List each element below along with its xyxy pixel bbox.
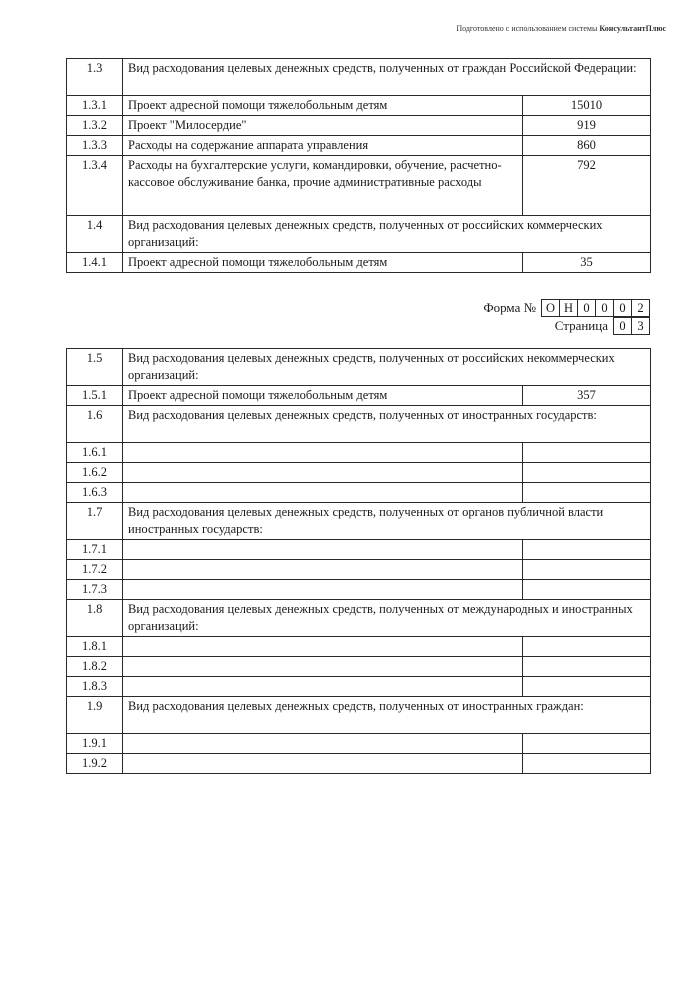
row-number: 1.5.1 <box>67 386 123 406</box>
row-number: 1.8.1 <box>67 637 123 657</box>
row-description: Проект адресной помощи тяжелобольным детям <box>123 386 523 406</box>
table-row <box>67 657 651 677</box>
table-row <box>67 136 651 156</box>
row-value <box>523 540 651 560</box>
section-number: 1.7 <box>67 503 123 540</box>
report-table-2 <box>66 348 651 774</box>
table-row <box>67 677 651 697</box>
section-title: Вид расходования целевых денежных средств, полученных от органов публичной власти иностранных государств: <box>123 503 651 540</box>
row-description: Проект "Милосердие" <box>123 116 523 136</box>
section-title: Вид расходования целевых денежных средств, полученных от международных и иностранных организаций: <box>123 600 651 637</box>
table-row <box>67 386 651 406</box>
stamp-cell: 2 <box>631 299 650 317</box>
row-value: 792 <box>523 156 651 216</box>
row-number: 1.6.2 <box>67 463 123 483</box>
section-title: Вид расходования целевых денежных средств, полученных от российских некоммерческих организаций: <box>123 349 651 386</box>
table-row <box>67 443 651 463</box>
section-title: Вид расходования целевых денежных средств, полученных от иностранных граждан: <box>123 697 651 734</box>
section-row <box>67 697 651 734</box>
form-number-label: Форма № <box>483 300 536 315</box>
row-description <box>123 540 523 560</box>
row-description: Проект адресной помощи тяжелобольным детям <box>123 96 523 116</box>
row-number: 1.3.1 <box>67 96 123 116</box>
section-title: Вид расходования целевых денежных средств, полученных от граждан Российской Федерации: <box>123 59 651 96</box>
stamp-cell: О <box>541 299 560 317</box>
section-title: Вид расходования целевых денежных средств, полученных от российских коммерческих организаций: <box>123 216 651 253</box>
row-number: 1.9.1 <box>67 734 123 754</box>
row-number: 1.8.3 <box>67 677 123 697</box>
section-number: 1.6 <box>67 406 123 443</box>
row-description <box>123 677 523 697</box>
form-number-stamp <box>483 299 650 317</box>
row-number: 1.4.1 <box>67 253 123 273</box>
row-value: 35 <box>523 253 651 273</box>
row-description <box>123 754 523 774</box>
section-row <box>67 59 651 96</box>
row-number: 1.7.1 <box>67 540 123 560</box>
table-row <box>67 463 651 483</box>
row-number: 1.3.3 <box>67 136 123 156</box>
row-number: 1.3.2 <box>67 116 123 136</box>
row-description <box>123 657 523 677</box>
section-row <box>67 600 651 637</box>
row-value <box>523 580 651 600</box>
row-value <box>523 560 651 580</box>
row-value <box>523 734 651 754</box>
row-description <box>123 734 523 754</box>
section-number: 1.8 <box>67 600 123 637</box>
table-row <box>67 637 651 657</box>
row-number: 1.6.3 <box>67 483 123 503</box>
row-value <box>523 483 651 503</box>
row-description <box>123 443 523 463</box>
row-number: 1.9.2 <box>67 754 123 774</box>
row-description <box>123 560 523 580</box>
table-row <box>67 116 651 136</box>
row-value: 15010 <box>523 96 651 116</box>
row-description: Расходы на бухгалтерские услуги, командировки, обучение, расчетно-кассовое обслуживание банка, прочие административные расходы <box>123 156 523 216</box>
section-number: 1.9 <box>67 697 123 734</box>
row-description: Расходы на содержание аппарата управления <box>123 136 523 156</box>
stamp-cell: 0 <box>595 299 614 317</box>
table-row <box>67 253 651 273</box>
table-row <box>67 483 651 503</box>
table-row <box>67 540 651 560</box>
row-description <box>123 637 523 657</box>
row-number: 1.7.3 <box>67 580 123 600</box>
row-number: 1.6.1 <box>67 443 123 463</box>
page-number-label: Страница <box>554 318 608 333</box>
row-value <box>523 677 651 697</box>
table-row <box>67 754 651 774</box>
row-description <box>123 483 523 503</box>
row-value <box>523 657 651 677</box>
section-row <box>67 349 651 386</box>
row-number: 1.8.2 <box>67 657 123 677</box>
table-row <box>67 560 651 580</box>
row-value <box>523 443 651 463</box>
row-description <box>123 580 523 600</box>
row-value: 860 <box>523 136 651 156</box>
header-prefix: Подготовлено с использованием системы <box>456 24 600 33</box>
section-row <box>67 406 651 443</box>
row-value: 919 <box>523 116 651 136</box>
stamp-cell: 0 <box>613 317 632 335</box>
row-value <box>523 463 651 483</box>
table-row <box>67 156 651 216</box>
row-description <box>123 463 523 483</box>
section-row <box>67 216 651 253</box>
section-number: 1.4 <box>67 216 123 253</box>
table-row <box>67 96 651 116</box>
section-title: Вид расходования целевых денежных средств, полученных от иностранных государств: <box>123 406 651 443</box>
stamp-cell: Н <box>559 299 578 317</box>
stamp-cell: 0 <box>613 299 632 317</box>
page-number-stamp <box>555 317 650 335</box>
stamp-cell: 3 <box>631 317 650 335</box>
header-brand: КонсультантПлюс <box>599 24 666 33</box>
report-table-1 <box>66 58 651 273</box>
row-value: 357 <box>523 386 651 406</box>
row-description: Проект адресной помощи тяжелобольным детям <box>123 253 523 273</box>
section-number: 1.3 <box>67 59 123 96</box>
stamp-cell: 0 <box>577 299 596 317</box>
table-row <box>67 734 651 754</box>
row-number: 1.3.4 <box>67 156 123 216</box>
row-value <box>523 754 651 774</box>
header-note <box>456 24 666 33</box>
table-row <box>67 580 651 600</box>
row-value <box>523 637 651 657</box>
row-number: 1.7.2 <box>67 560 123 580</box>
section-number: 1.5 <box>67 349 123 386</box>
section-row <box>67 503 651 540</box>
